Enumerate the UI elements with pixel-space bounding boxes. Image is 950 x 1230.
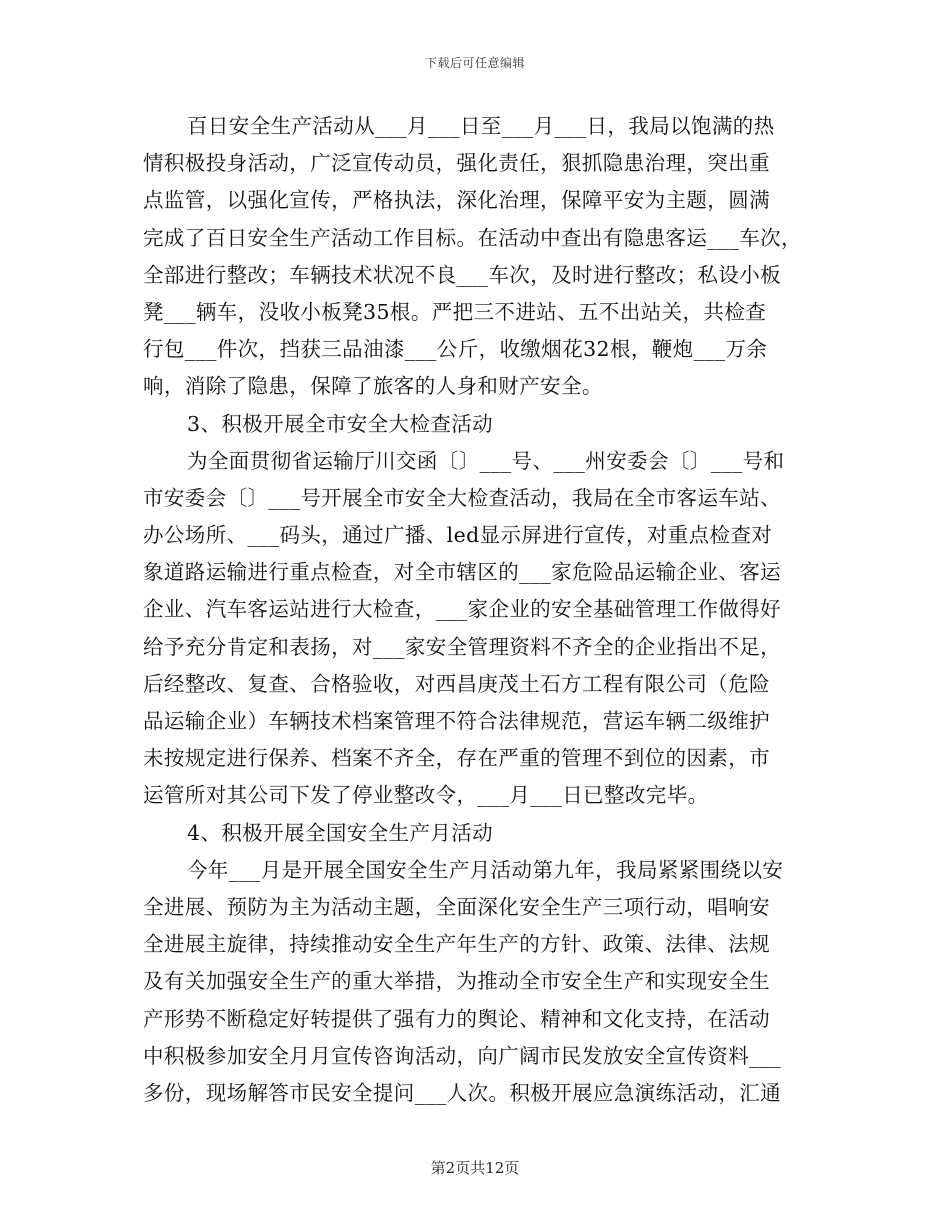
text-line: 全进展、预防为主为活动主题，全面深化安全生产三项行动，唱响安 bbox=[143, 894, 770, 919]
text-line: 情积极投身活动，广泛宣传动员，强化责任，狠抓隐患治理，突出重 bbox=[143, 151, 770, 176]
text-line: 中积极参加安全月月宣传咨询活动，向广阔市民发放安全宣传资料___ bbox=[143, 1043, 782, 1068]
text-line: 为全面贯彻省运输厅川交函〔〕___号、___州安委会〔〕___号和 bbox=[187, 448, 785, 473]
document-body bbox=[143, 108, 807, 1112]
section-heading: 3、积极开展全市安全大检查活动 bbox=[187, 411, 494, 436]
text-line: 及有关加强安全生产的重大举措，为推动全市安全生产和实现安全生 bbox=[143, 969, 770, 994]
text-line: 未按规定进行保养、档案不齐全，存在严重的管理不到位的因素，市 bbox=[143, 746, 770, 771]
text-line: 响，消除了隐患，保障了旅客的人身和财产安全。 bbox=[143, 374, 603, 399]
text-line: 凳___辆车，没收小板凳35根。严把三不进站、五不出站关，共检查 bbox=[143, 299, 767, 324]
text-line: 点监管，以强化宣传，严格执法，深化治理，保障平安为主题，圆满 bbox=[143, 188, 770, 213]
text-line: 行包___件次，挡获三品油漆___公斤，收缴烟花32根，鞭炮___万余 bbox=[143, 337, 768, 362]
text-line: 产形势不断稳定好转提供了强有力的舆论、精神和文化支持，在活动 bbox=[143, 1006, 770, 1031]
text-line: 市安委会〔〕___号开展全市安全大检查活动，我局在全市客运车站、 bbox=[143, 485, 782, 510]
section-heading: 4、积极开展全国安全生产月活动 bbox=[187, 820, 494, 845]
text-line: 完成了百日安全生产活动工作目标。在活动中查出有隐患客运___车次， bbox=[143, 225, 802, 250]
page-number-footer: 第2页共12页 bbox=[430, 1159, 520, 1177]
text-line: 全部进行整改；车辆技术状况不良___车次，及时进行整改；私设小板 bbox=[143, 262, 782, 287]
text-line: 企业、汽车客运站进行大检查，___家企业的安全基础管理工作做得好 bbox=[143, 597, 782, 622]
text-line: 全进展主旋律，持续推动安全生产年生产的方针、政策、法律、法规 bbox=[143, 932, 770, 957]
text-line: 百日安全生产活动从___月___日至___月___日，我局以饱满的热 bbox=[187, 114, 775, 138]
text-line: 办公场所、___码头，通过广播、led显示屏进行宣传，对重点检查对 bbox=[143, 523, 773, 548]
text-line: 运管所对其公司下发了停业整改令，___月___日已整改完毕。 bbox=[143, 783, 709, 808]
page-header: 下载后可任意编辑 bbox=[424, 56, 525, 70]
text-line: 多份，现场解答市民安全提问___人次。积极开展应急演练活动，汇通 bbox=[143, 1080, 782, 1105]
text-line: 今年___月是开展全国安全生产月活动第九年，我局紧紧围绕以安 bbox=[187, 857, 784, 882]
text-line: 品运输企业）车辆技术档案管理不符合法律规范，营运车辆二级维护 bbox=[143, 709, 770, 733]
text-line: 后经整改、复查、合格验收，对西昌庚茂土石方工程有限公司（危险 bbox=[143, 671, 770, 696]
text-line: 象道路运输进行重点检查，对全市辖区的___家危险品运输企业、客运 bbox=[143, 560, 782, 585]
text-line: 给予充分肯定和表扬，对___家安全管理资料不齐全的企业指出不足， bbox=[143, 634, 782, 659]
